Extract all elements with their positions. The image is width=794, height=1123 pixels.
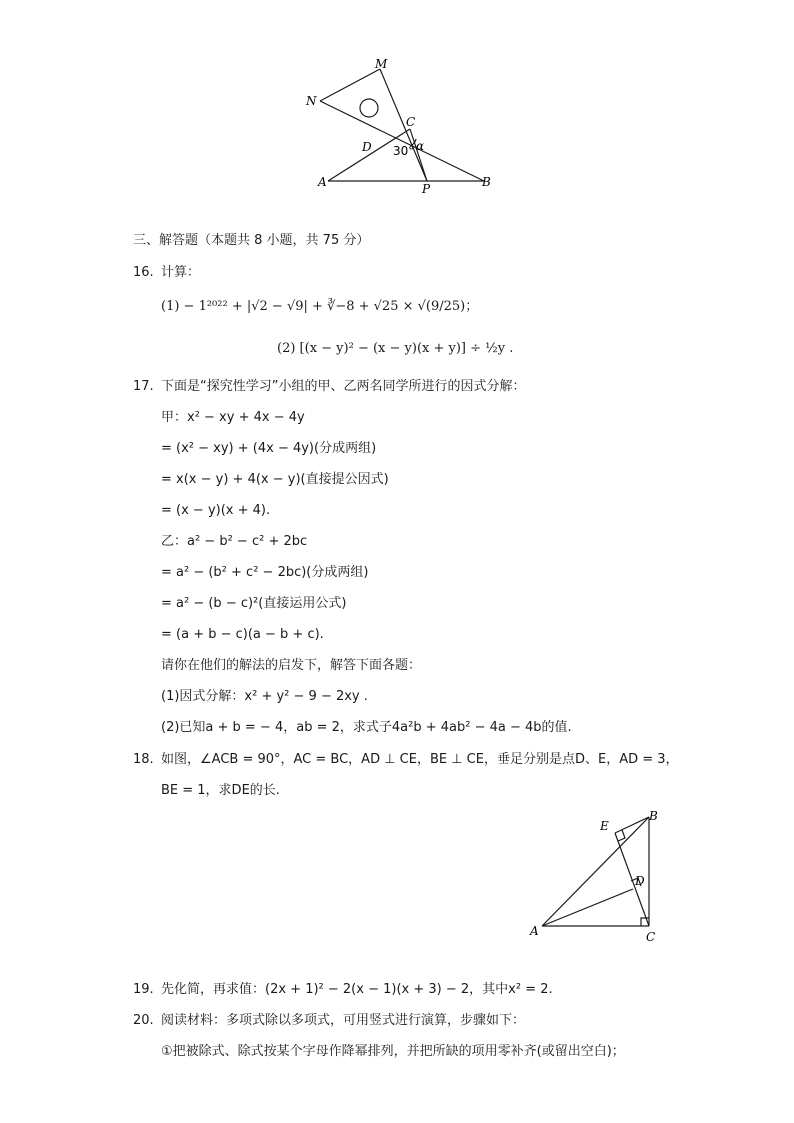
q17-yi-line-3: = a² − (b − c)²(直接运用公式): [161, 596, 347, 611]
q17-number: 17.: [133, 379, 154, 394]
q17-yi-line-4: = (a + b − c)(a − b + c).: [161, 627, 324, 642]
q19-number: 19.: [133, 982, 154, 997]
q17-jia-line-4: = (x − y)(x + 4).: [161, 503, 271, 518]
q18-number: 18.: [133, 752, 154, 767]
segment-ad: [542, 889, 633, 926]
label-c: C: [646, 930, 656, 944]
section-heading: 三、解答题（本题共 8 小题，共 75 分）: [133, 233, 370, 248]
label-alpha: α: [416, 139, 425, 153]
figure-triangle-mn: [300, 55, 500, 200]
label-angle-30: 30°: [393, 144, 415, 158]
figure-right-triangle: [525, 805, 670, 945]
label-p: P: [422, 182, 431, 196]
q18-line2: BE = 1，求DE的长.: [161, 783, 280, 798]
label-e: E: [600, 819, 609, 833]
label-d: D: [635, 874, 645, 888]
q17-jia-line-3: = x(x − y) + 4(x − y)(直接提公因式): [161, 472, 389, 487]
q16-part1: (1) − 1²⁰²² + |√2 − √9| + ∛−8 + √25 × √(9/25)；: [161, 299, 479, 314]
q17-yi-line-1: 乙：a² − b² − c² + 2bc: [161, 534, 308, 549]
label-d: D: [362, 140, 372, 154]
q20-text: 阅读材料：多项式除以多项式，可用竖式进行演算，步骤如下：: [161, 1013, 526, 1028]
q18-line1: 如图，∠ACB = 90°，AC = BC，AD ⊥ CE，BE ⊥ CE，垂足分别是点D、E，AD = 3，: [161, 752, 679, 767]
label-c: C: [406, 115, 416, 129]
label-m: M: [375, 57, 388, 71]
segment-nm: [320, 69, 380, 101]
q17-prompt: 请你在他们的解法的启发下，解答下面各题：: [161, 658, 422, 673]
q17-intro: 下面是“探究性学习”小组的甲、乙两名同学所进行的因式分解：: [161, 379, 526, 394]
label-a: A: [318, 175, 327, 189]
q17-yi-line-2: = a² − (b² + c² − 2bc)(分成两组): [161, 565, 369, 580]
q17-jia-line-2: = (x² − xy) + (4x − 4y)(分成两组): [161, 441, 377, 456]
segment-ab: [542, 817, 649, 926]
label-a: A: [530, 924, 539, 938]
segment-n-b: [320, 101, 484, 181]
q16-title: 计算：: [161, 265, 201, 280]
label-b: B: [649, 809, 658, 823]
q20-step1: ①把被除式、除式按某个字母作降幂排列，并把所缺的项用零补齐(或留出空白)；: [161, 1044, 625, 1059]
q19-text: 先化简，再求值：(2x + 1)² − 2(x − 1)(x + 3) − 2，其中x² = 2.: [161, 982, 553, 997]
q16-number: 16.: [133, 265, 154, 280]
label-n: N: [306, 94, 317, 108]
segment-mp: [380, 69, 427, 181]
q20-number: 20.: [133, 1013, 154, 1028]
q17-sub1: (1)因式分解：x² + y² − 9 − 2xy .: [161, 689, 368, 704]
label-b: B: [482, 175, 491, 189]
q17-jia-line-1: 甲：x² − xy + 4x − 4y: [161, 410, 305, 425]
circle-shape: [360, 99, 378, 117]
segment-eb: [615, 817, 649, 833]
q17-sub2: (2)已知a + b = − 4，ab = 2，求式子4a²b + 4ab² − 4a − 4b的值.: [161, 720, 572, 735]
q16-part2: (2) [(x − y)² − (x − y)(x + y)] ÷ ½y .: [277, 341, 514, 356]
